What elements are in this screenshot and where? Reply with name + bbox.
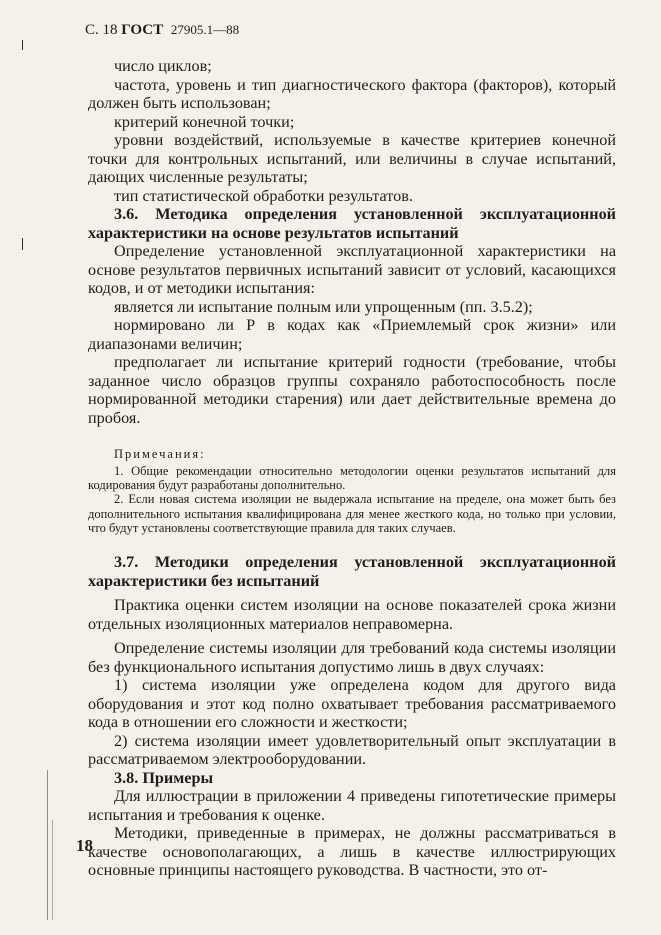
paragraph: Определение системы изоляции для требований кода системы изоляции без функционального испытания допустимо лишь в двух случаях: <box>88 639 616 676</box>
note-item: 1. Общие рекомендации относительно методологии оценки результатов испытаний для кодирования будут разработаны дополнительно. <box>88 464 616 493</box>
scan-mark <box>47 770 48 920</box>
header-standard: ГОСТ <box>121 22 164 38</box>
section-heading-3-8: 3.8. Примеры <box>114 768 214 787</box>
page-header <box>85 22 239 39</box>
list-item: уровни воздействий, используемые в качестве критериев конечной точки для контрольных испытаний, или величины в случае испытаний, дающих численные результаты; <box>88 131 616 186</box>
header-code: 27905.1—88 <box>170 22 240 37</box>
scan-mark <box>22 40 23 50</box>
paragraph: Определение установленной эксплуатационной характеристики на основе результатов первичных испытаний зависит от условий, касающихся кодов, и от методики испытания: <box>88 242 616 297</box>
paragraph: нормировано ли Р в кодах как «Приемлемый срок жизни» или диапазонами величин; <box>88 316 616 353</box>
section-heading-3-6: 3.6. Методика определения установленной эксплуатационной характеристики на основе результатов испытаний <box>88 205 616 242</box>
list-item: критерий конечной точки; <box>114 112 295 131</box>
section-heading-3-7: 3.7. Методики определения установленной эксплуатационной характеристики без испытаний <box>88 553 616 590</box>
scan-mark <box>52 820 53 920</box>
paragraph: 2) система изоляции имеет удовлетворительный опыт эксплуатации в рассматриваемом электрооборудовании. <box>88 731 616 769</box>
notes-block <box>88 447 616 535</box>
scan-mark <box>22 238 23 250</box>
paragraph: Методики, приведенные в примерах, не должны рассматриваться в качестве основополагающих, а лишь в качестве иллюстрирующих основные принципы настоящего руководства. В частности, это от- <box>88 824 616 880</box>
header-page: С. 18 <box>85 22 118 38</box>
paragraph: Практика оценки систем изоляции на основе показателей срока жизни отдельных изоляционных материалов неправомерна. <box>88 596 616 633</box>
list-item: тип статистической обработки результатов. <box>114 186 413 205</box>
notes-title: Примечания: <box>114 447 206 461</box>
paragraph: 1) система изоляции уже определена кодом для другого вида оборудования и этот код полно охватывает требования рассматриваемого кода в отношении его сложности и жесткости; <box>88 676 616 732</box>
paragraph: предполагает ли испытание критерий годности (требование, чтобы заданное число образцов группы сохраняло работоспособность после нормированной методики старения) или дает действительные времена до пробоя. <box>88 353 616 427</box>
main-text <box>88 57 616 880</box>
page-number: 18 <box>76 836 93 855</box>
note-item: 2. Если новая система изоляции не выдержала испытание на пределе, она может быть без дополнительного испытания квалифицирована для менее жесткого кода, но только при условии, что будут установлены соответствующие правила для таких случаев. <box>88 492 616 535</box>
list-item: число циклов; <box>114 57 212 75</box>
paragraph: является ли испытание полным или упрощенным (пп. 3.5.2); <box>114 297 533 316</box>
list-item: частота, уровень и тип диагностического фактора (факторов), который должен быть использован; <box>88 75 616 112</box>
paragraph: Для иллюстрации в приложении 4 приведены гипотетические примеры испытания и требования к оценке. <box>88 787 616 824</box>
